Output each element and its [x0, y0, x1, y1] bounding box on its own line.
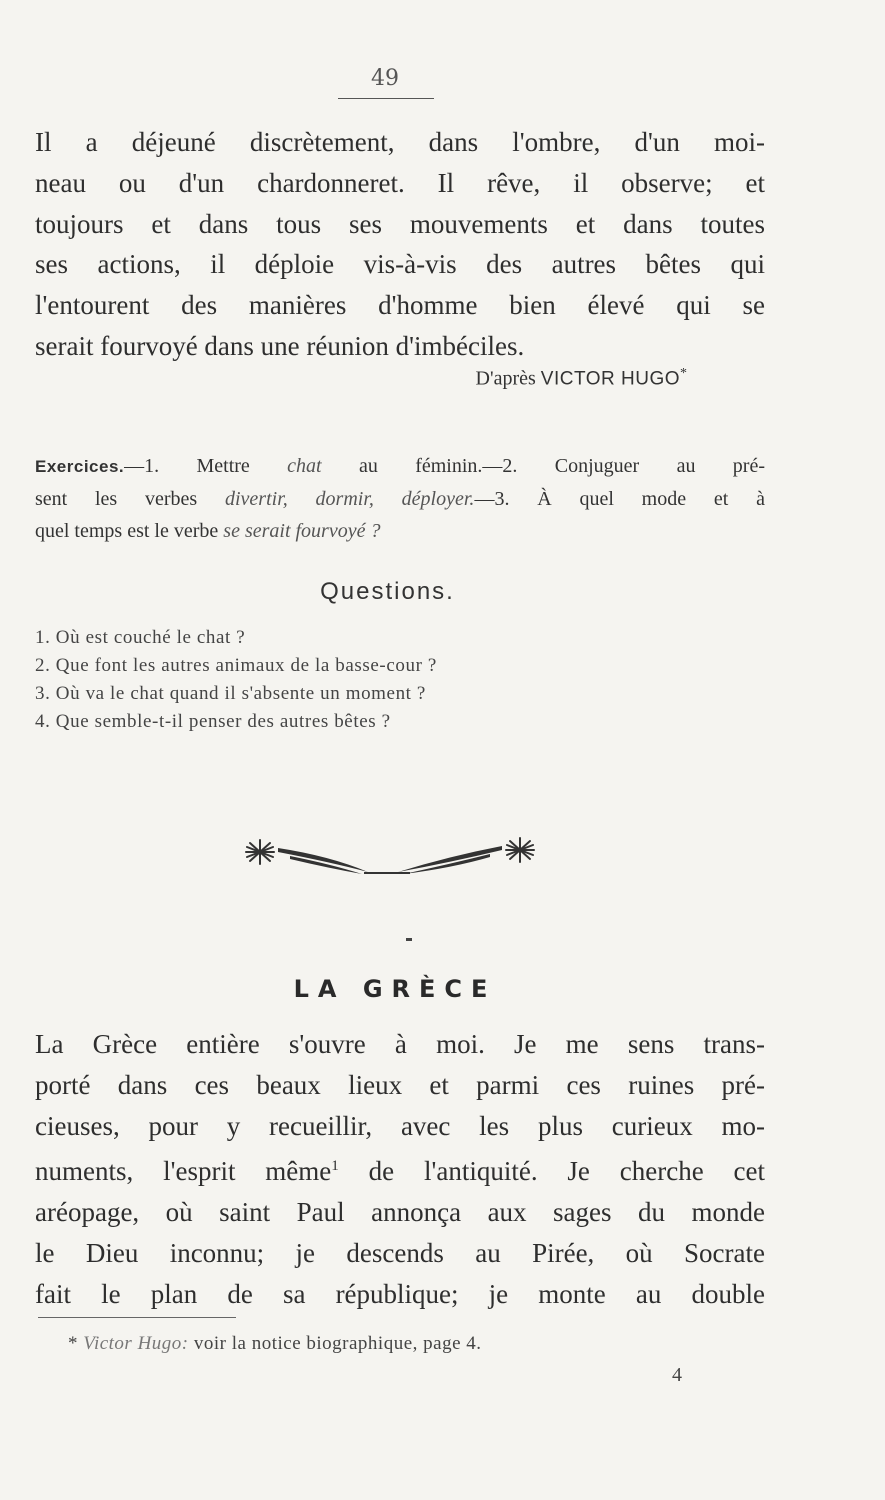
footnote-mark: * [68, 1333, 78, 1354]
text-line: serait fourvoyé dans une réunion d'imbéciles. [35, 330, 525, 361]
questions-heading: Questions. [320, 578, 455, 605]
exercises-block [35, 450, 765, 547]
text-fragment: numents, l'esprit même [35, 1156, 332, 1187]
footnote [68, 1333, 482, 1355]
footnote-rule [38, 1317, 236, 1318]
exercises-line [35, 483, 765, 515]
exercises-label: Exercices. [35, 457, 125, 476]
text-line: le Dieu inconnu; je descends au Pirée, où Socrate [35, 1237, 765, 1268]
exercises-italic: se serait fourvoyé ? [223, 520, 381, 542]
footnote-name: Victor Hugo: [83, 1333, 189, 1354]
exercises-italic: divertir, dormir, déployer. [224, 488, 475, 510]
question-item: 4. Que semble-t-il penser des autres bêtes ? [35, 711, 391, 732]
floral-divider-icon [240, 828, 540, 878]
section-title: LA GRÈCE [293, 975, 497, 1003]
attribution-prefix: D'après [475, 367, 536, 390]
text-line: cieuses, pour y recueillir, avec les plus curieux mo- [35, 1110, 765, 1141]
text-line: Il a déjeuné discrètement, dans l'ombre, d'un moi- [35, 127, 765, 157]
question-item: 2. Que font les autres animaux de la basse-cour ? [35, 655, 437, 676]
text-line: ses actions, il déploie vis-à-vis des autres bêtes qui [35, 249, 765, 280]
attribution [476, 366, 687, 391]
question-item: 1. Où est couché le chat ? [35, 627, 246, 648]
decorative-dot [406, 938, 412, 941]
text-line: aréopage, où saint Paul annonça aux sages du monde [35, 1197, 765, 1228]
text-line: La Grèce entière s'ouvre à moi. Je me sens trans- [35, 1029, 765, 1059]
exercises-text: —3. À quel mode et à [474, 488, 765, 510]
signature-mark: 4 [672, 1364, 682, 1386]
exercises-line [35, 450, 765, 483]
paragraph-grece [35, 1024, 765, 1315]
exercises-text: sent les verbes [35, 488, 225, 510]
exercises-italic: chat [287, 455, 322, 477]
text-line: neau ou d'un chardonneret. Il rêve, il observe; et [35, 167, 765, 198]
exercises-text: —1. Mettre [124, 455, 288, 477]
text-fragment: de l'antiquité. Je cherche cet [368, 1156, 766, 1187]
exercises-line [35, 515, 765, 547]
paragraph-chat [35, 122, 765, 367]
text-line: fait le plan de sa république; je monte au double [35, 1278, 765, 1309]
exercises-text: quel temps est le verbe [35, 520, 224, 542]
footnote-text: voir la notice biographique, page 4. [188, 1333, 482, 1354]
question-item: 3. Où va le chat quand il s'absente un moment ? [35, 683, 426, 704]
text-line: toujours et dans tous ses mouvements et dans toutes [35, 208, 765, 239]
footnote-marker: 1 [331, 1158, 339, 1175]
text-line: l'entourent des manières d'homme bien élevé qui se [35, 290, 765, 321]
text-line: porté dans ces beaux lieux et parmi ces ruines pré- [35, 1069, 765, 1100]
page-number-rule [338, 98, 434, 99]
page-number: 49 [371, 66, 399, 91]
attribution-author: VICTOR HUGO [540, 368, 680, 390]
attribution-mark: * [680, 366, 687, 381]
questions-list [35, 624, 735, 736]
exercises-text: au féminin.—2. Conjuguer au pré- [321, 455, 765, 477]
text-line [35, 1146, 765, 1192]
